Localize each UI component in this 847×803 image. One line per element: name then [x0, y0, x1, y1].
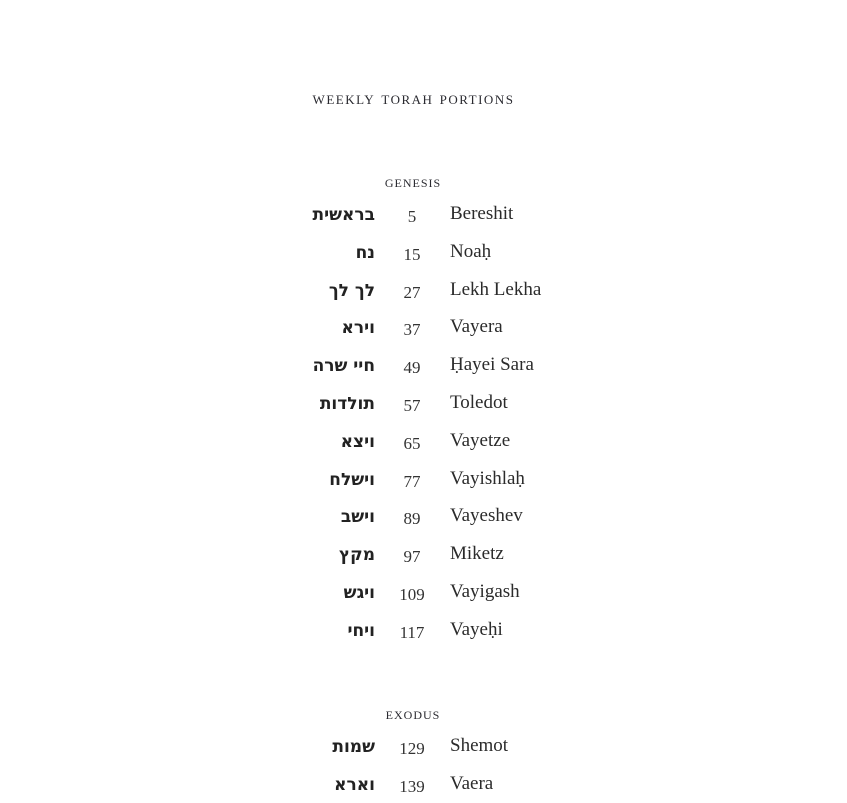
portion-row — [0, 203, 847, 233]
portion-english-name: Toledot — [450, 392, 508, 413]
portion-page-number: 5 — [407, 207, 417, 226]
portion-english-name: Vayeḥi — [450, 618, 503, 640]
portion-page-number: 27 — [403, 282, 421, 302]
portion-row — [0, 241, 847, 271]
portion-row — [0, 279, 847, 309]
portion-hebrew-name: וישב — [340, 507, 375, 528]
portion-page-number: 49 — [403, 358, 421, 378]
portion-hebrew-name: ויגש — [343, 583, 375, 603]
portion-page-number: 139 — [399, 776, 425, 796]
portion-hebrew-name: מקץ — [338, 545, 375, 566]
page-title: weekly torah portions — [312, 88, 515, 109]
portion-row — [0, 392, 847, 422]
portion-row — [0, 619, 847, 649]
portion-page-number: 97 — [403, 547, 421, 567]
portion-row — [0, 430, 847, 460]
portion-page-number: 65 — [403, 433, 421, 453]
portion-hebrew-name: נח — [355, 242, 375, 263]
portion-english-name: Shemot — [450, 735, 509, 756]
portion-page-number: 129 — [399, 739, 425, 758]
portion-page-number: 77 — [403, 471, 421, 491]
portion-hebrew-name: ויחי — [347, 620, 375, 641]
portion-row — [0, 316, 847, 346]
portion-english-name: Ḥayei Sara — [450, 354, 534, 376]
portion-page-number: 15 — [403, 244, 421, 264]
portion-page-number: 89 — [403, 509, 421, 529]
section-title: exodus — [385, 704, 441, 723]
portion-english-name: Miketz — [450, 543, 504, 565]
portion-hebrew-name: תולדות — [319, 394, 375, 414]
portion-english-name: Noaḥ — [450, 240, 492, 262]
portion-hebrew-name: בראשית — [312, 205, 375, 225]
portion-hebrew-name: חיי שרה — [312, 356, 375, 377]
portion-row — [0, 468, 847, 498]
portion-hebrew-name: וירא — [341, 318, 375, 339]
portion-english-name: Vayigash — [450, 581, 520, 602]
portion-hebrew-name: לך לך — [328, 280, 375, 301]
portion-english-name: Vayetze — [450, 429, 511, 451]
portion-row — [0, 773, 847, 803]
portion-page-number: 109 — [399, 585, 425, 604]
portion-english-name: Vayeshev — [450, 505, 523, 527]
portion-row — [0, 354, 847, 384]
portion-page-number: 57 — [403, 396, 421, 415]
portion-english-name: Bereshit — [450, 203, 514, 224]
portion-hebrew-name: וישלח — [329, 469, 375, 490]
section-title: genesis — [384, 172, 442, 191]
portion-english-name: Vayishlaḥ — [450, 467, 525, 489]
portion-page-number: 37 — [403, 320, 421, 340]
portion-english-name: Lekh Lekha — [450, 278, 542, 300]
portion-hebrew-name: שמות — [332, 737, 375, 757]
portion-row — [0, 735, 847, 765]
portion-english-name: Vayera — [450, 316, 503, 338]
portion-hebrew-name: וארא — [334, 774, 375, 795]
portion-page-number: 117 — [399, 622, 425, 642]
portion-row — [0, 543, 847, 573]
portion-hebrew-name: ויצא — [340, 431, 375, 452]
portion-row — [0, 505, 847, 535]
portion-english-name: Vaera — [450, 772, 494, 794]
portion-row — [0, 581, 847, 611]
